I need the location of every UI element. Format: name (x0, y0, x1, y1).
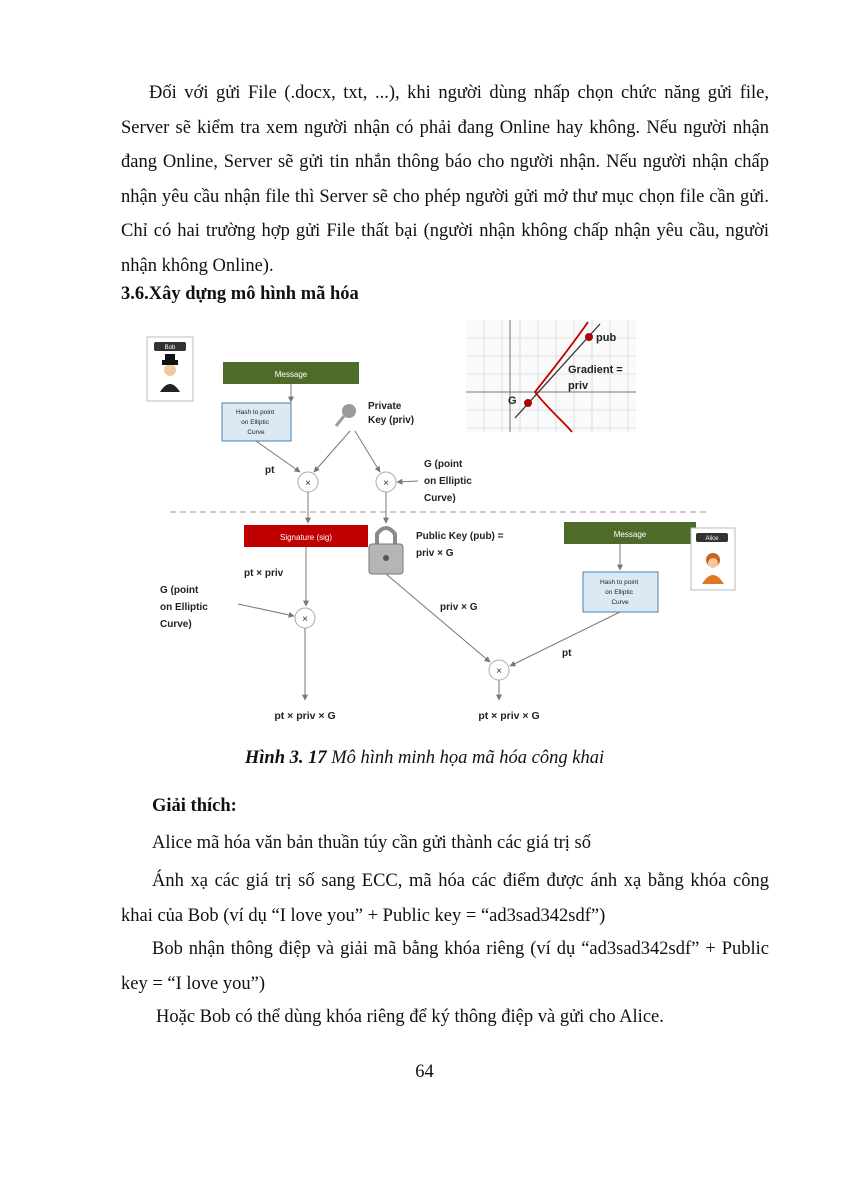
figure-caption (0, 748, 849, 769)
explanation-line-3: Bob nhận thông điệp và giải mã bằng khóa riêng (ví dụ “ad3sad342sdf” + Public key = “I love you”) (121, 939, 769, 994)
alice-hash-line-2: on Elliptic (605, 589, 634, 596)
private-key-line-2: Key (priv) (368, 415, 415, 426)
result-left: pt × priv × G (274, 710, 336, 722)
ecc-diagram (140, 318, 719, 728)
svg-text:×: × (305, 478, 311, 489)
graph-gradient-1: Gradient = (568, 364, 623, 376)
pt-label-right: pt (562, 648, 572, 659)
priv-g-label: priv × G (440, 602, 478, 613)
key-icon (336, 404, 356, 426)
explanation-heading: Giải thích: (152, 796, 237, 816)
g-point-top-1: G (point (424, 459, 463, 470)
graph-gradient-2: priv (568, 380, 589, 392)
elliptic-curve-graph (466, 320, 636, 432)
g-point-left-2: on Elliptic (160, 602, 208, 613)
svg-text:×: × (496, 666, 502, 677)
svg-text:Public Key (pub) = priv × (416, 531, 506, 559)
svg-text:Private Key (priv) (368, 401, 414, 426)
result-right: pt × priv × G (478, 710, 540, 722)
explanation-line-1: Alice mã hóa văn bản thuần túy cần gửi thành các giá trị số (152, 833, 591, 853)
alice-label: Alice (705, 536, 719, 542)
g-point-left-3: Curve) (160, 619, 192, 630)
lock-icon (369, 528, 403, 574)
signature-label: Signature (sig) (279, 533, 333, 542)
pt-priv-label: pt × priv (244, 568, 284, 579)
bob-avatar (147, 337, 193, 401)
section-heading: 3.6.Xây dựng mô hình mã hóa (121, 284, 359, 304)
caption-label: Hình 3. 17 (244, 748, 327, 768)
alice-hash-line-1: Hash to point (599, 579, 639, 586)
alice-hash-line-3: Curve (611, 599, 629, 606)
page-number: 64 (415, 1062, 434, 1082)
g-point-left-1: G (point (160, 585, 199, 596)
graph-pub-label: pub (596, 332, 617, 344)
svg-text:G (point on Elliptic C (424, 459, 475, 504)
bob-hash-line-2: on Elliptic (241, 419, 270, 426)
private-key-line-1: Private (368, 401, 402, 412)
bob-message-label: Message (274, 370, 308, 379)
public-key-line-2: priv × G (416, 548, 454, 559)
svg-text:×: × (383, 478, 389, 489)
bob-label: Bob (164, 345, 176, 351)
alice-message-label: Message (613, 530, 647, 539)
intro-paragraph: Đối với gửi File (.docx, txt, ...), khi người dùng nhấp chọn chức năng gửi file, Server sẽ kiểm tra xem người nhận có phải đang Online hay không. Nếu người nhận đang Online, Server sẽ gửi tin nhắn thông báo cho người nhận. Nếu người nhận chấp nhận yêu cầu nhận file thì Server sẽ cho phép người gửi mở thư mục chọn file cần gửi. Chỉ có hai trường hợp gửi File thất bại (người nhận không chấp nhận yêu cầu, người nhận không Online). (121, 83, 769, 276)
svg-text:×: × (302, 614, 308, 625)
explanation-line-4: Hoặc Bob có thể dùng khóa riêng để ký thông điệp và gửi cho Alice. (156, 1007, 664, 1027)
alice-avatar (691, 528, 735, 590)
g-point-top-3: Curve) (424, 493, 456, 504)
public-key-line-1: Public Key (pub) = (416, 531, 504, 542)
svg-text:G (point on Elliptic C (160, 585, 211, 630)
bob-hash-line-3: Curve (247, 429, 265, 436)
pt-label-top: pt (265, 465, 275, 476)
caption-text: Mô hình minh họa mã hóa công khai (326, 748, 605, 768)
bob-hash-line-1: Hash to point (235, 409, 275, 416)
explanation-line-2: Ánh xạ các giá trị số sang ECC, mã hóa các điểm được ánh xạ bằng khóa công khai của Bob (ví dụ “I love you” + Public key = “ad3sad342sdf”) (121, 871, 769, 926)
graph-g-label: G (508, 395, 517, 407)
g-point-top-2: on Elliptic (424, 476, 472, 487)
